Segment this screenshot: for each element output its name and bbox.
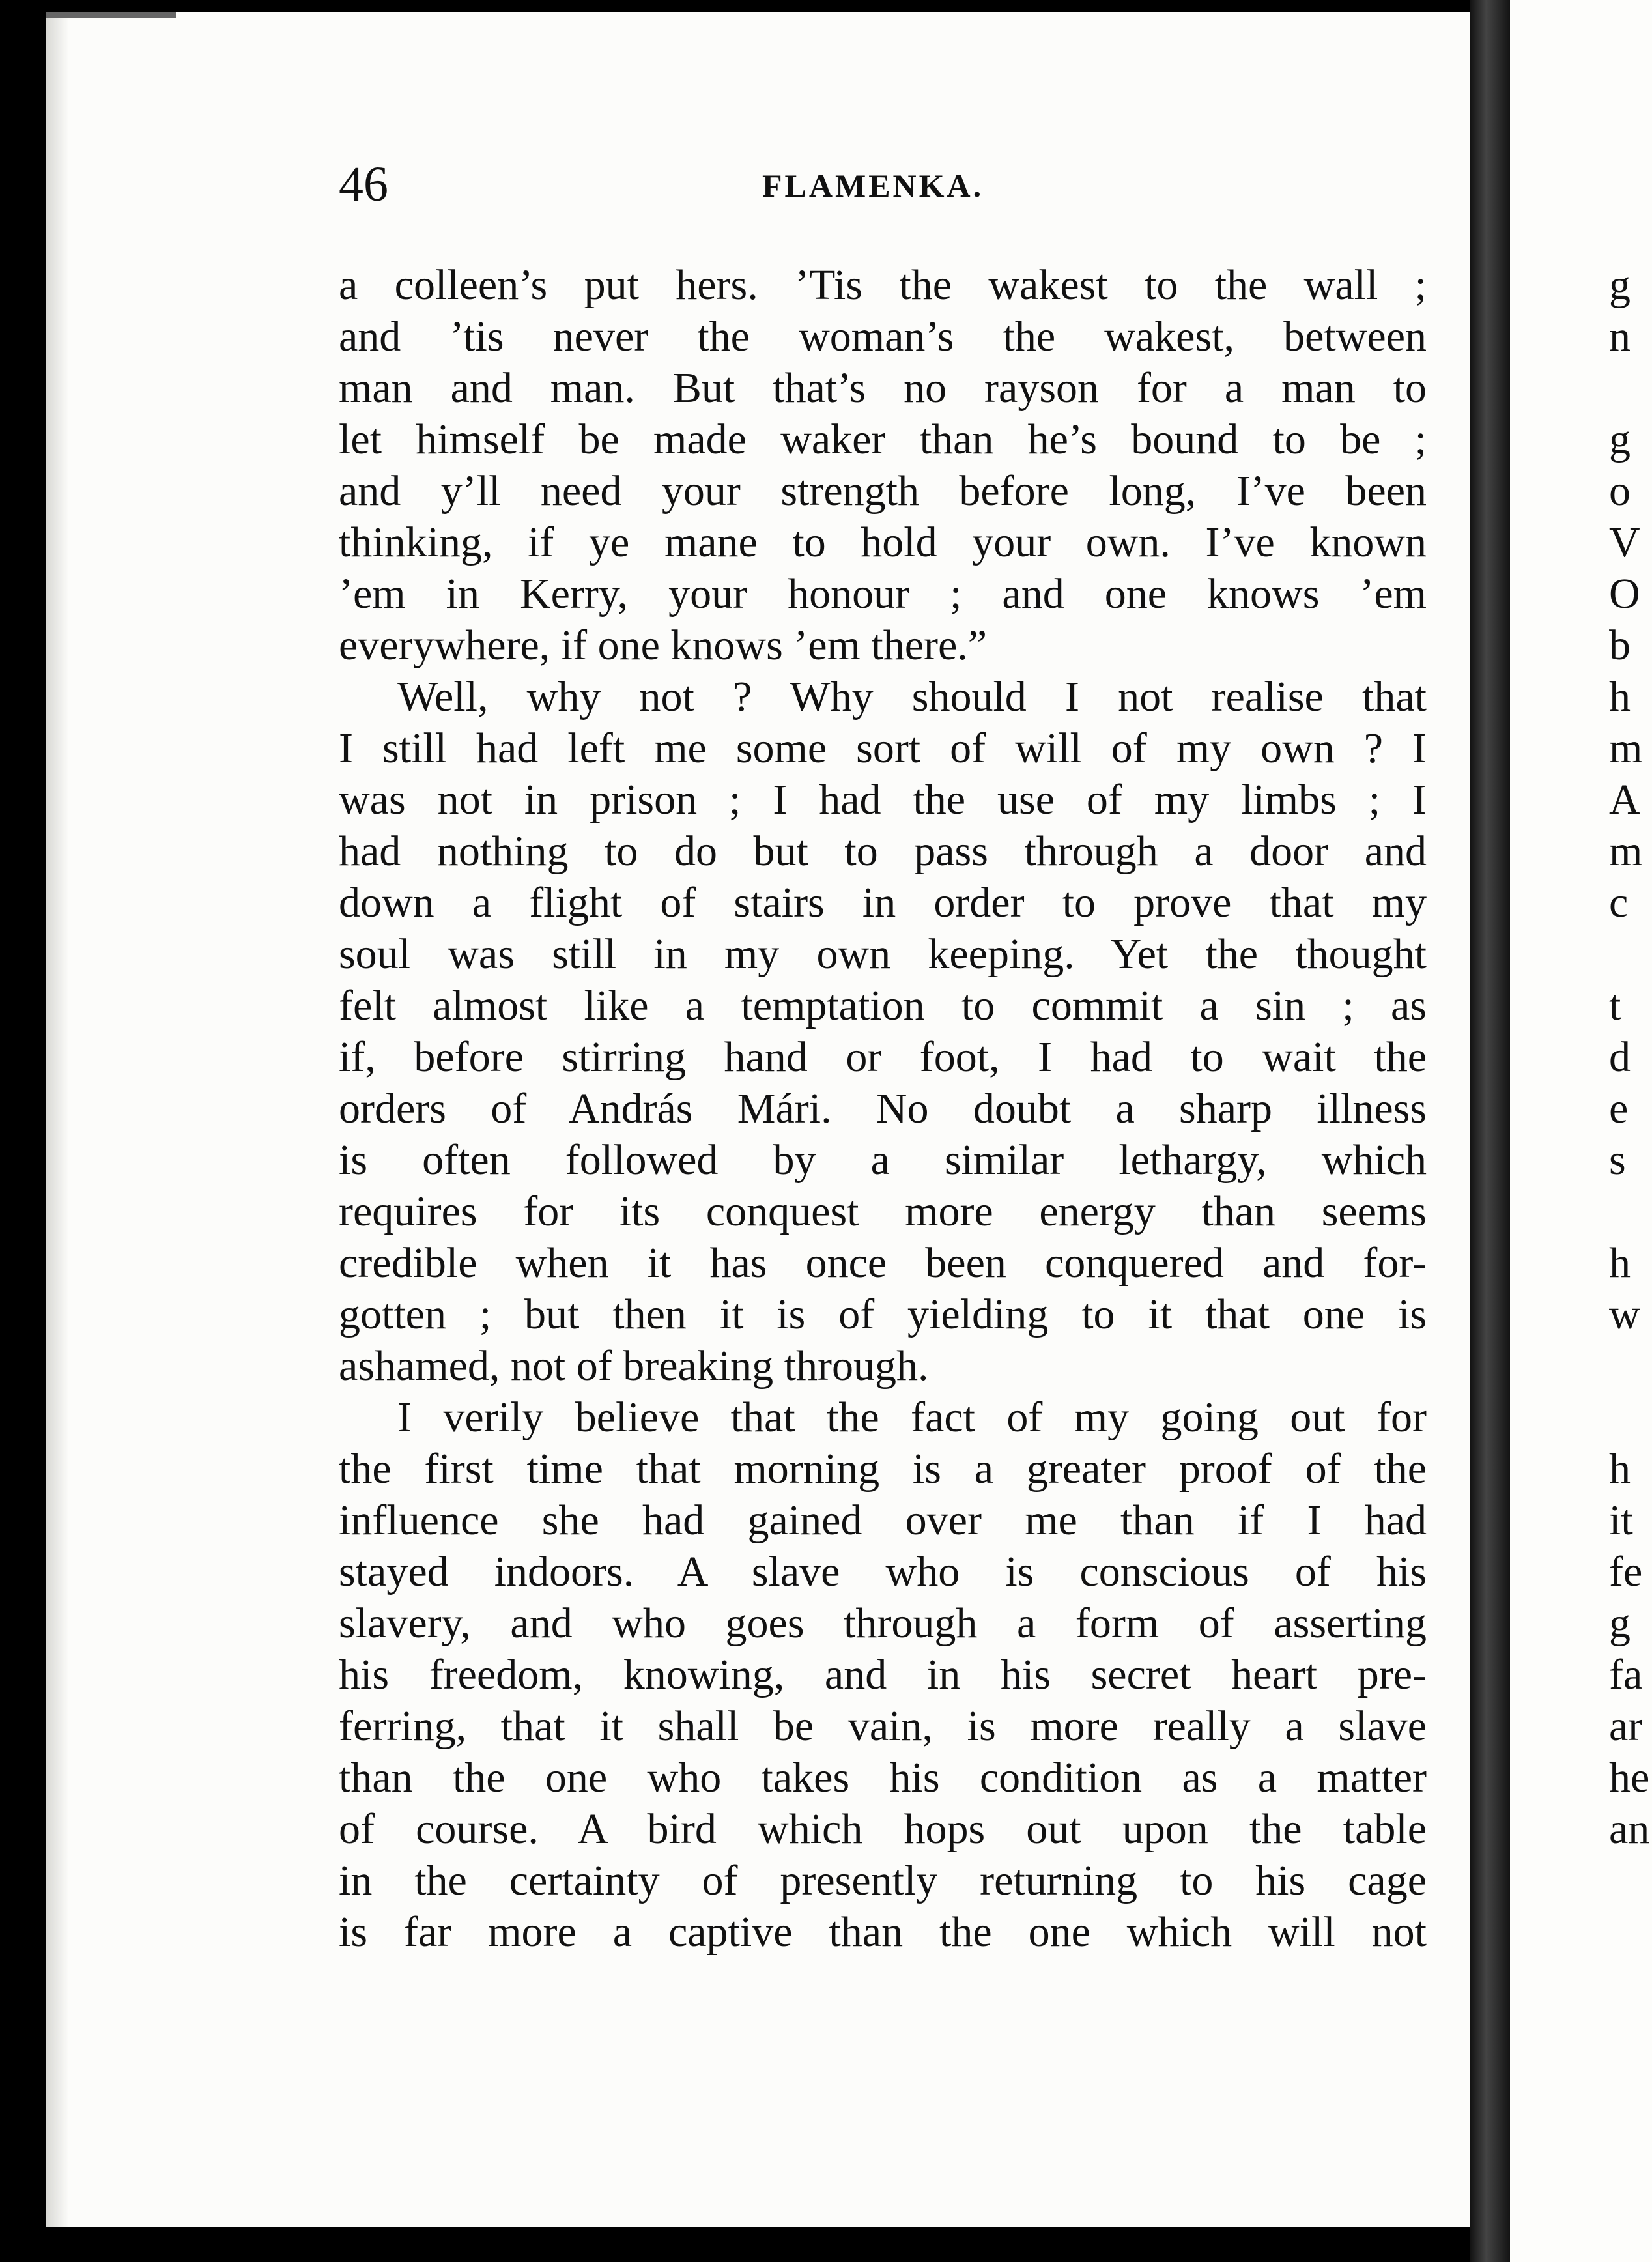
text-line: I still had left me some sort of will of my own ? I (339, 724, 1427, 772)
facing-fragment: fa (1609, 1651, 1643, 1698)
text-line: I verily believe that the fact of my going out for (397, 1394, 1427, 1441)
text-line: gotten ; but then it is of yielding to it that one is (339, 1291, 1427, 1338)
facing-fragment: V (1609, 519, 1640, 566)
facing-fragment: s (1609, 1136, 1626, 1184)
page-number: 46 (339, 157, 388, 212)
text-line: ferring, that it shall be vain, is more really a slave (339, 1702, 1427, 1750)
facing-fragment: o (1609, 467, 1631, 515)
facing-fragment (1609, 1186, 1652, 1237)
text-line: Well, why not ? Why should I not realise that (397, 673, 1427, 721)
text-line: in the certainty of presently returning to his cage (339, 1857, 1427, 1904)
facing-fragment (1609, 928, 1652, 980)
facing-page-text (1609, 259, 1652, 1855)
text-line: and ’tis never the woman’s the wakest, between (339, 313, 1427, 360)
text-line: of course. A bird which hops out upon the table (339, 1805, 1427, 1853)
text-line: than the one who takes his condition as a matter (339, 1754, 1427, 1801)
facing-fragment: ar (1609, 1702, 1643, 1750)
facing-fragment: d (1609, 1033, 1631, 1081)
facing-fragment: m (1609, 724, 1643, 772)
text-line: man and man. But that’s no rayson for a man to (339, 364, 1427, 412)
facing-fragment: A (1609, 776, 1640, 823)
text-line: orders of András Mári. No doubt a sharp illness (339, 1085, 1427, 1132)
facing-fragment: h (1609, 1239, 1631, 1287)
binding-strip (46, 12, 176, 18)
facing-fragment: h (1609, 1445, 1631, 1493)
facing-fragment: m (1609, 827, 1643, 875)
facing-fragment: b (1609, 622, 1631, 669)
text-line: soul was still in my own keeping. Yet the thought (339, 930, 1427, 978)
text-line: is far more a captive than the one which will not (339, 1908, 1427, 1956)
facing-fragment: g (1609, 1599, 1631, 1647)
text-line: credible when it has once been conquered and for- (339, 1239, 1427, 1287)
text-line: if, before stirring hand or foot, I had to wait the (339, 1033, 1427, 1081)
text-line: down a flight of stairs in order to prove that my (339, 879, 1427, 926)
facing-fragment: an (1609, 1805, 1650, 1853)
text-line: and y’ll need your strength before long, I’ve been (339, 467, 1427, 515)
text-line: was not in prison ; I had the use of my limbs ; I (339, 776, 1427, 823)
text-line: everywhere, if one knows ’em there.” (339, 622, 988, 669)
facing-fragment: c (1609, 879, 1629, 926)
facing-fragment: fe (1609, 1548, 1643, 1596)
text-line: had nothing to do but to pass through a door and (339, 827, 1427, 875)
facing-fragment (1609, 1340, 1652, 1392)
text-line: felt almost like a temptation to commit a sin ; as (339, 982, 1427, 1029)
text-line: a colleen’s put hers. ’Tis the wakest to the wall ; (339, 261, 1427, 309)
text-line: the first time that morning is a greater proof of the (339, 1445, 1427, 1493)
facing-fragment: t (1609, 982, 1621, 1029)
facing-fragment: g (1609, 261, 1631, 309)
facing-fragment (1609, 362, 1652, 414)
text-line: stayed indoors. A slave who is conscious of his (339, 1548, 1427, 1596)
body-text (339, 259, 1427, 1958)
facing-fragment: h (1609, 673, 1631, 721)
page-header (339, 156, 1459, 215)
text-line: his freedom, knowing, and in his secret heart pre- (339, 1651, 1427, 1698)
text-line: influence she had gained over me than if I had (339, 1496, 1427, 1544)
facing-fragment: w (1609, 1291, 1640, 1338)
text-line: let himself be made waker than he’s bound to be ; (339, 416, 1427, 463)
text-line: requires for its conquest more energy than seems (339, 1188, 1427, 1235)
facing-fragment: he (1609, 1754, 1650, 1801)
page-edge-shadow (46, 12, 69, 2227)
text-line: ashamed, not of breaking through. (339, 1342, 929, 1390)
facing-fragment: n (1609, 313, 1631, 360)
text-line: thinking, if ye mane to hold your own. I’ve known (339, 519, 1427, 566)
book-gutter (1470, 0, 1511, 2262)
facing-fragment: e (1609, 1085, 1629, 1132)
facing-fragment: O (1609, 570, 1640, 618)
running-head: FLAMENKA. (762, 167, 984, 204)
facing-fragment: it (1609, 1496, 1633, 1544)
text-line: slavery, and who goes through a form of asserting (339, 1599, 1427, 1647)
facing-fragment (1609, 1392, 1652, 1443)
text-line: ’em in Kerry, your honour ; and one knows ’em (339, 570, 1427, 618)
facing-fragment: g (1609, 416, 1631, 463)
text-line: is often followed by a similar lethargy, which (339, 1136, 1427, 1184)
